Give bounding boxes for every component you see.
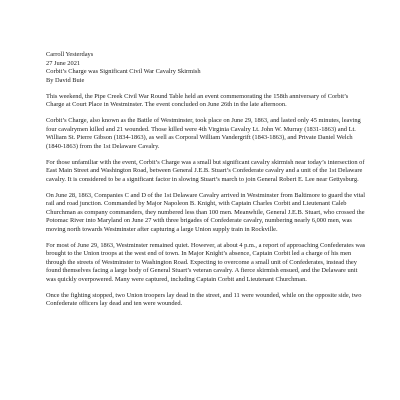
article-byline: By David Buie: [46, 76, 85, 84]
paragraph-overview: For those unfamiliar with the event, Corbit’s Charge was a small but significant cavalry skirmish near today’s intersection of East Main Street and Washington Road, between General J.E.B. Stuart’s Confederate cavalry and a unit of the 1st Delaware cavalry. It is considered to be a significant factor in slowing Stuart’s march to join General Robert E. Lee near Gettysburg.: [46, 158, 365, 183]
paragraph-casualties: Corbit’s Charge, also known as the Battle of Westminster, took place on June 29, 1863, and lasted only 45 minutes, leaving four cavalrymen killed and 21 wounded. Those killed were 4th Virginia Cavalry Lt. John W. Murray (1831-1863) and Lt. William St. Pierre Gibson (1834-1863), as well as Corporal William Vandergrift (1843-1863), and Private Daniel Welch (1840-1863) from the 1st Delaware Cavalry.: [46, 117, 361, 150]
article-date: 27 June 2021: [46, 59, 81, 67]
article-header: [46, 51, 368, 85]
article-body: [46, 51, 368, 316]
paragraph-aftermath: Once the fighting stopped, two Union troopers lay dead in the street, and 11 were wounded, while on the opposite side, two Confederate officers lay dead and ten were wounded.: [46, 291, 362, 307]
paragraph-june-28: On June 28, 1863, Companies C and D of the 1st Delaware Cavalry arrived in Westminster from Baltimore to guard the vital rail and road junction. Commanded by Major Napoleon B. Knight, with Captain Charles Corbit and Lieutenant Caleb Churchman as company commanders, they numbered less than 100 men. Meanwhile, General J.E.B. Stuart, who crossed the Potomac River into Maryland on June 27 with three brigades of Confederate cavalry, numbering nearly 6,000 men, was moving north towards Westminster after capturing a large Union supply train in Rockville.: [46, 191, 366, 233]
column-name: Carroll Yesterdays: [46, 51, 94, 58]
paragraph-intro: This weekend, the Pipe Creek Civil War Round Table held an event commemorating the 158th anniversary of Corbit’s Charge at Court Place in Westminster. The event concluded on June 26th in the late afternoon.: [46, 92, 349, 108]
paragraph-june-29: For most of June 29, 1863, Westminster remained quiet. However, at about 4 p.m., a report of approaching Confederates was brought to the Union troops at the west end of town. In Major Knight’s absence, Captain Corbit led a charge of his men through the streets of Westminster to Washington Road. Expecting to overcome a small unit of Confederates, instead they found themselves facing a large body of General Stuart’s veteran cavalry. A fierce skirmish ensued, and the Delaware unit was quickly overpowered. Many were captured, including Captain Corbit and Lieutenant Churchman.: [46, 241, 366, 283]
article-title: Corbit’s Charge was Significant Civil War Cavalry Skirmish: [46, 68, 201, 75]
